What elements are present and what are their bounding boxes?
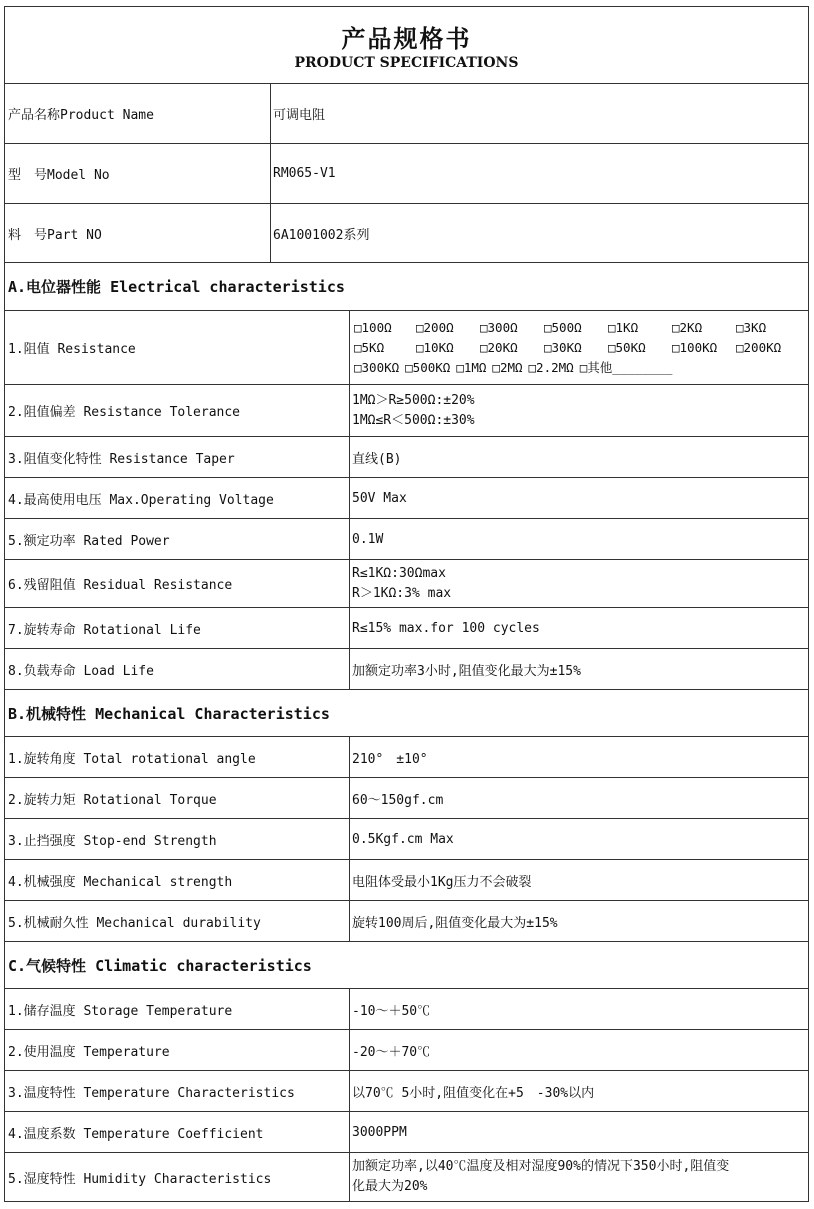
info-label: 料 号Part NO — [8, 227, 102, 243]
row-temperature — [5, 1029, 808, 1070]
row-label: 2.旋转力矩 Rotational Torque — [8, 792, 217, 808]
resistance-option: □100Ω — [354, 319, 392, 335]
resistance-option: □3KΩ — [736, 319, 767, 335]
row-label: 4.机械强度 Mechanical strength — [8, 874, 233, 890]
row-label: 1.储存温度 Storage Temperature — [8, 1003, 233, 1019]
row-label: 5.湿度特性 Humidity Characteristics — [8, 1171, 272, 1187]
resistance-option: □200Ω — [416, 319, 454, 335]
value-line: 1MΩ≤R＜500Ω:±30% — [352, 412, 475, 428]
row-value: 60～150gf.cm — [349, 778, 808, 818]
row-label: 8.负载寿命 Load Life — [8, 663, 154, 679]
resistance-option: □5KΩ — [354, 339, 385, 355]
row-value: 加额定功率3小时,阻值变化最大为±15% — [349, 649, 808, 689]
row-label: 3.阻值变化特性 Resistance Taper — [8, 451, 235, 467]
resistance-option: □2MΩ — [492, 359, 523, 375]
resistance-option: □200KΩ — [736, 339, 782, 355]
row-label: 3.温度特性 Temperature Characteristics — [8, 1085, 295, 1101]
resistance-option: □20KΩ — [480, 339, 518, 355]
row-value: 0.1W — [349, 519, 808, 559]
row-rotational-torque — [5, 777, 808, 818]
resistance-option: □300Ω — [480, 319, 518, 335]
section-a-header — [5, 262, 808, 310]
resistance-option: □1KΩ — [608, 319, 639, 335]
row-label: 2.使用温度 Temperature — [8, 1044, 170, 1060]
row-label: 6.残留阻值 Residual Resistance — [8, 578, 233, 593]
row-value: -10～＋50℃ — [349, 989, 808, 1029]
row-label: 3.止挡强度 Stop-end Strength — [8, 833, 217, 849]
resistance-option: □300KΩ — [354, 359, 400, 375]
resistance-option: □500Ω — [544, 319, 582, 335]
row-label: 1.阻值 Resistance — [8, 342, 136, 357]
row-value: R≤15% max.for 100 cycles — [349, 608, 808, 648]
row-rotational-life — [5, 607, 808, 648]
resistance-option: □50KΩ — [608, 339, 646, 355]
row-residual — [5, 559, 808, 607]
resistance-option: □500KΩ — [405, 359, 451, 375]
info-value: 可调电阻 — [270, 84, 808, 143]
info-label: 型 号Model No — [8, 168, 110, 183]
row-label: 7.旋转寿命 Rotational Life — [8, 622, 201, 638]
title-block — [5, 7, 808, 83]
section-title: B.机械特性 Mechanical Characteristics — [8, 704, 330, 723]
row-value — [349, 560, 808, 607]
row-tolerance — [5, 384, 808, 436]
row-mechanical-durability — [5, 900, 808, 941]
row-label: 1.旋转角度 Total rotational angle — [8, 751, 256, 767]
row-voltage — [5, 477, 808, 518]
value-line: R＞1KΩ:3% max — [352, 585, 452, 601]
row-storage-temperature — [5, 988, 808, 1029]
row-value: 直线(B) — [349, 437, 808, 477]
row-label: 2.阻值偏差 Resistance Tolerance — [8, 405, 241, 420]
row-mechanical-strength — [5, 859, 808, 900]
spec-sheet — [4, 6, 809, 1202]
resistance-option: □1MΩ — [456, 359, 487, 375]
title-chinese: 产品规格书 — [341, 24, 472, 53]
info-row-product-name — [5, 83, 808, 143]
section-title: C.气候特性 Climatic characteristics — [8, 956, 312, 975]
row-value: 3000PPM — [349, 1112, 808, 1152]
row-value: 50V Max — [349, 478, 808, 518]
row-value: 0.5Kgf.cm Max — [349, 819, 808, 859]
value-line: 加额定功率,以40℃温度及相对湿度90%的情况下350小时,阻值变 — [352, 1159, 730, 1174]
resistance-option: □其他________ — [579, 359, 673, 375]
row-label: 4.温度系数 Temperature Coefficient — [8, 1126, 264, 1142]
row-stop-end-strength — [5, 818, 808, 859]
row-value: 旋转100周后,阻值变化最大为±15% — [349, 901, 808, 941]
resistance-options — [349, 311, 808, 384]
resistance-option: □2KΩ — [672, 319, 703, 335]
row-label: 5.额定功率 Rated Power — [8, 533, 170, 549]
section-c-header — [5, 941, 808, 988]
row-power — [5, 518, 808, 559]
section-b-header — [5, 689, 808, 736]
row-resistance — [5, 310, 808, 384]
row-temperature-coefficient — [5, 1111, 808, 1152]
row-value: 电阻体受最小1Kg压力不会破裂 — [349, 860, 808, 900]
value-line: 化最大为20% — [352, 1179, 428, 1194]
row-label: 5.机械耐久性 Mechanical durability — [8, 915, 261, 931]
row-value: 以70℃ 5小时,阻值变化在+5 -30%以内 — [349, 1071, 808, 1111]
value-line: 1MΩ＞R≥500Ω:±20% — [352, 392, 475, 408]
row-taper — [5, 436, 808, 477]
info-value: RM065-V1 — [270, 144, 808, 203]
value-line: R≤1KΩ:30Ωmax — [352, 565, 446, 581]
resistance-option: □30KΩ — [544, 339, 582, 355]
info-value: 6A1001002系列 — [270, 204, 808, 262]
info-row-part-no — [5, 203, 808, 262]
row-load-life — [5, 648, 808, 689]
row-humidity-characteristics — [5, 1152, 808, 1201]
row-value — [349, 385, 808, 436]
info-row-model-no — [5, 143, 808, 203]
row-rotational-angle — [5, 736, 808, 777]
row-value: -20～＋70℃ — [349, 1030, 808, 1070]
resistance-option: □100KΩ — [672, 339, 718, 355]
info-label: 产品名称Product Name — [8, 108, 154, 123]
row-value: 210° ±10° — [349, 737, 808, 777]
resistance-option: □10KΩ — [416, 339, 454, 355]
row-label: 4.最高使用电压 Max.Operating Voltage — [8, 492, 274, 508]
title-english: PRODUCT SPECIFICATIONS — [294, 55, 519, 71]
section-title: A.电位器性能 Electrical characteristics — [8, 278, 345, 296]
resistance-option: □2.2MΩ — [528, 359, 574, 375]
row-temperature-characteristics — [5, 1070, 808, 1111]
row-value — [349, 1153, 808, 1201]
